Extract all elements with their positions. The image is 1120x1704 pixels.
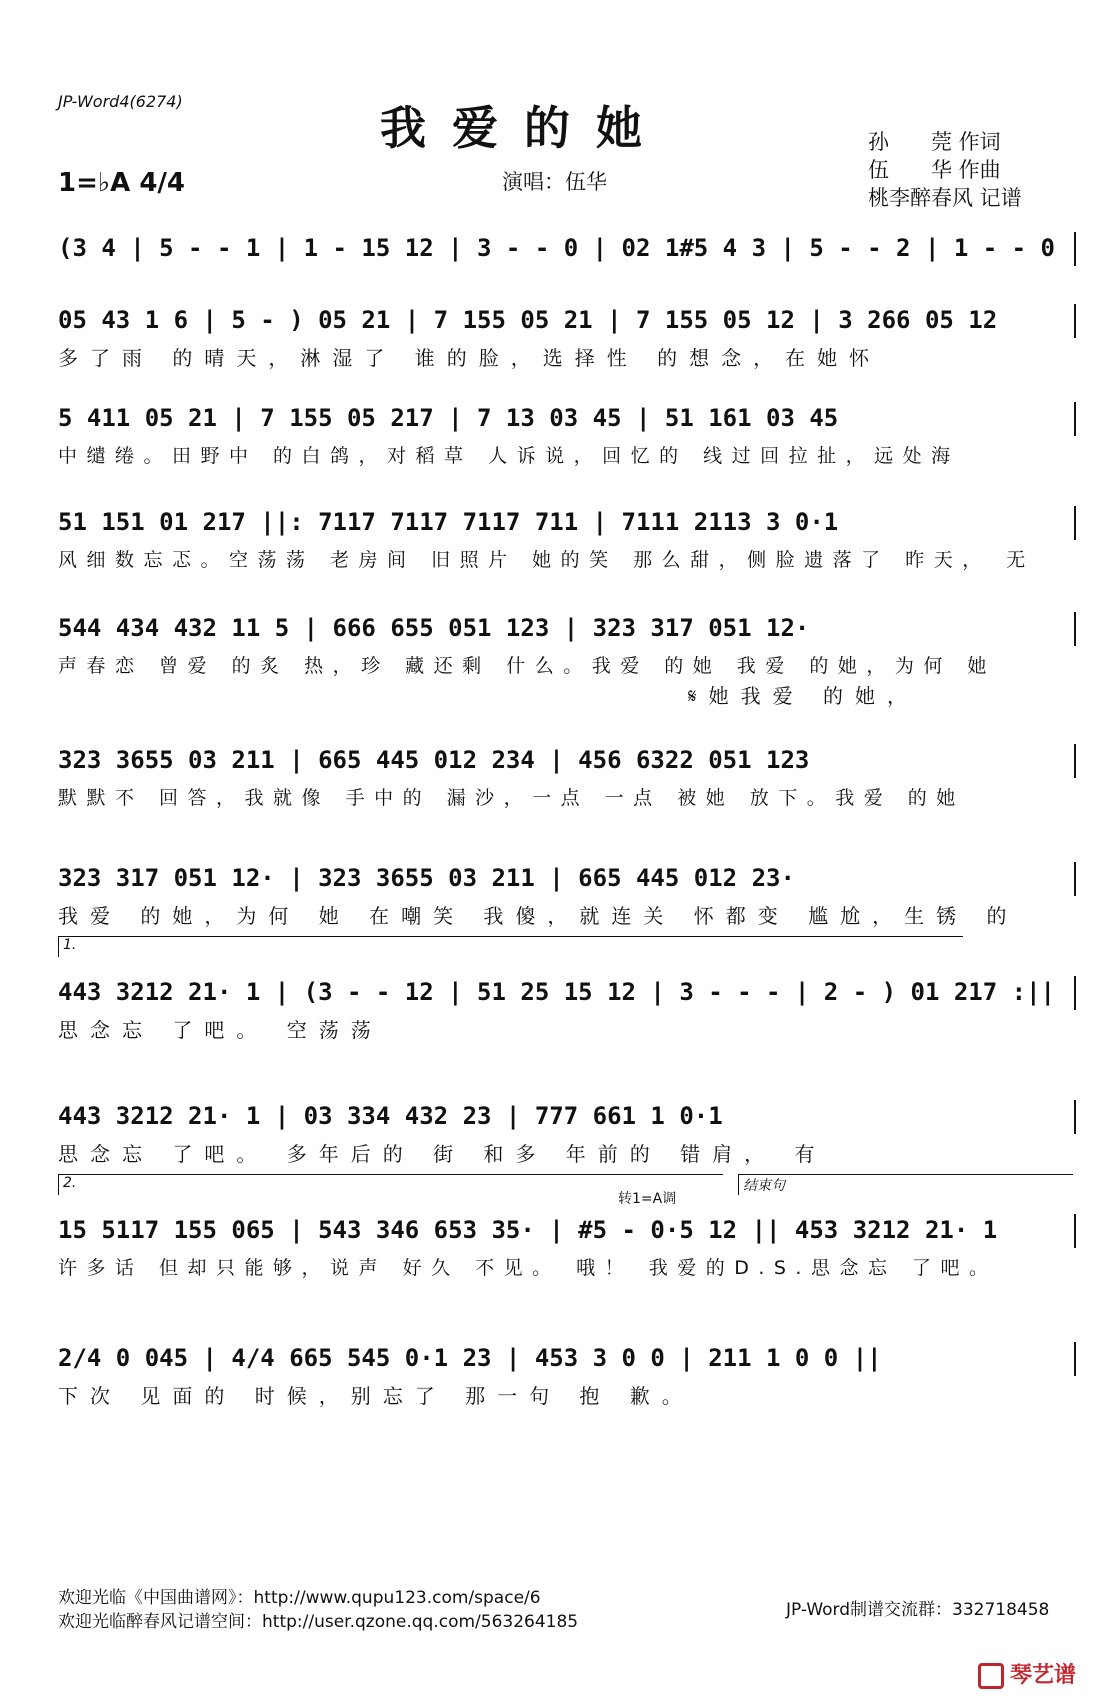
singer: 演唱：伍华	[502, 170, 607, 194]
lyric-line: 我爱 的她，为何 她 在嘲笑 我傻，就连关 怀都变 尴尬，生锈 的	[58, 904, 1019, 928]
notation-line: 443 3212 21· 1 | 03 334 432 23 | 777 661 1 0·1	[58, 1102, 723, 1130]
barline	[1074, 976, 1076, 1010]
notation-line: 15 5117 155 065 | 543 346 653 35· | #5 - 0·5 12 || 453 3212 21· 1	[58, 1216, 998, 1244]
notation-line: 544 434 432 11 5 | 666 655 051 123 | 323 317 051 12·	[58, 614, 810, 642]
barline	[1074, 1100, 1076, 1134]
composer: 伍 华 作曲	[868, 158, 1001, 182]
barline	[1074, 744, 1076, 778]
transcriber: 桃李醉春风 记谱	[868, 186, 1022, 210]
software-label: JP-Word4(6274)	[58, 92, 183, 111]
lyric-line: 许多话 但却只能够，说声 好久 不见。 哦！ 我爱的D.S.思念忘 了吧。	[58, 1257, 998, 1279]
lyric-line: 默默不 回答，我就像 手中的 漏沙，一点 一点 被她 放下。我爱 的她	[58, 787, 965, 809]
logo-icon	[978, 1663, 1004, 1689]
lyric-line: 多了雨 的晴天，淋湿了 谁的脸，选择性 的想念，在她怀	[58, 346, 882, 370]
volta-bracket: 2.	[58, 1174, 723, 1195]
footer-group: JP-Word制谱交流群：332718458	[786, 1600, 1050, 1620]
lyric-line: 中缱绻。田野中 的白鸽，对稻草 人诉说，回忆的 线过回拉扯，远处海	[58, 445, 960, 467]
lyric-line: 声春恋 曾爱 的炙 热，珍 藏还剩 什么。我爱 的她 我爱 的她，为何 她	[58, 655, 996, 677]
lyric-line: 下次 见面的 时候，别忘了 那一句 抱 歉。	[58, 1384, 694, 1408]
notation-line: 323 317 051 12· | 323 3655 03 211 | 665 445 012 23·	[58, 864, 795, 892]
lyricist: 孙 莞 作词	[868, 130, 1001, 154]
volta-bracket: 1.	[58, 936, 963, 957]
ending-phrase-bracket: 结束句	[738, 1174, 1073, 1195]
footer-link-1: 欢迎光临《中国曲谱网》：http://www.qupu123.com/space/6	[58, 1588, 541, 1608]
notation-line: 323 3655 03 211 | 665 445 012 234 | 456 6322 051 123	[58, 746, 810, 774]
notation-line: (3 4 | 5 - - 1 | 1 - 15 12 | 3 - - 0 | 02 1#5 4 3 | 5 - - 2 | 1 - - 0	[58, 234, 1055, 262]
lyric-line: 风细数忘忑。空荡荡 老房间 旧照片 她的笑 那么甜，侧脸遗落了 昨天， 无	[58, 549, 1035, 571]
footer-links	[58, 1586, 578, 1634]
notation-line: 5 411 05 21 | 7 155 05 217 | 7 13 03 45 | 51 161 03 45	[58, 404, 839, 432]
lyric-line: 思念忘 了吧。 多年后的 街 和多 年前的 错肩， 有	[58, 1142, 827, 1166]
notation-line: 51 151 01 217 ||: 7117 7117 7117 711 | 7111 2113 3 0·1	[58, 508, 839, 536]
notation-line: 05 43 1 6 | 5 - ) 05 21 | 7 155 05 21 | 7 155 05 12 | 3 266 05 12	[58, 306, 998, 334]
barline	[1074, 506, 1076, 540]
site-logo	[978, 1658, 1076, 1689]
credits	[868, 128, 1022, 212]
barline	[1074, 1214, 1076, 1248]
modulation-mark: 转1=A调	[618, 1191, 677, 1207]
barline	[1074, 232, 1076, 266]
barline	[1074, 304, 1076, 338]
lyric-line-2: 𝄋她我爱 的她，	[688, 684, 919, 708]
notation-line: 443 3212 21· 1 | (3 - - 12 | 51 25 15 12 | 3 - - - | 2 - ) 01 217 :||	[58, 978, 1055, 1006]
barline	[1074, 1342, 1076, 1376]
key-signature: 1=♭A 4/4	[58, 168, 185, 198]
barline	[1074, 862, 1076, 896]
barline	[1074, 402, 1076, 436]
lyric-line: 思念忘 了吧。 空荡荡	[58, 1018, 383, 1042]
barline	[1074, 612, 1076, 646]
song-title: 我爱的她	[380, 101, 668, 155]
logo-text: 琴艺谱	[1009, 1663, 1076, 1688]
footer-link-2: 欢迎光临醉春风记谱空间：http://user.qzone.qq.com/563264185	[58, 1612, 579, 1632]
notation-line: 2/4 0 045 | 4/4 665 545 0·1 23 | 453 3 0 0 | 211 1 0 0 ||	[58, 1344, 882, 1372]
